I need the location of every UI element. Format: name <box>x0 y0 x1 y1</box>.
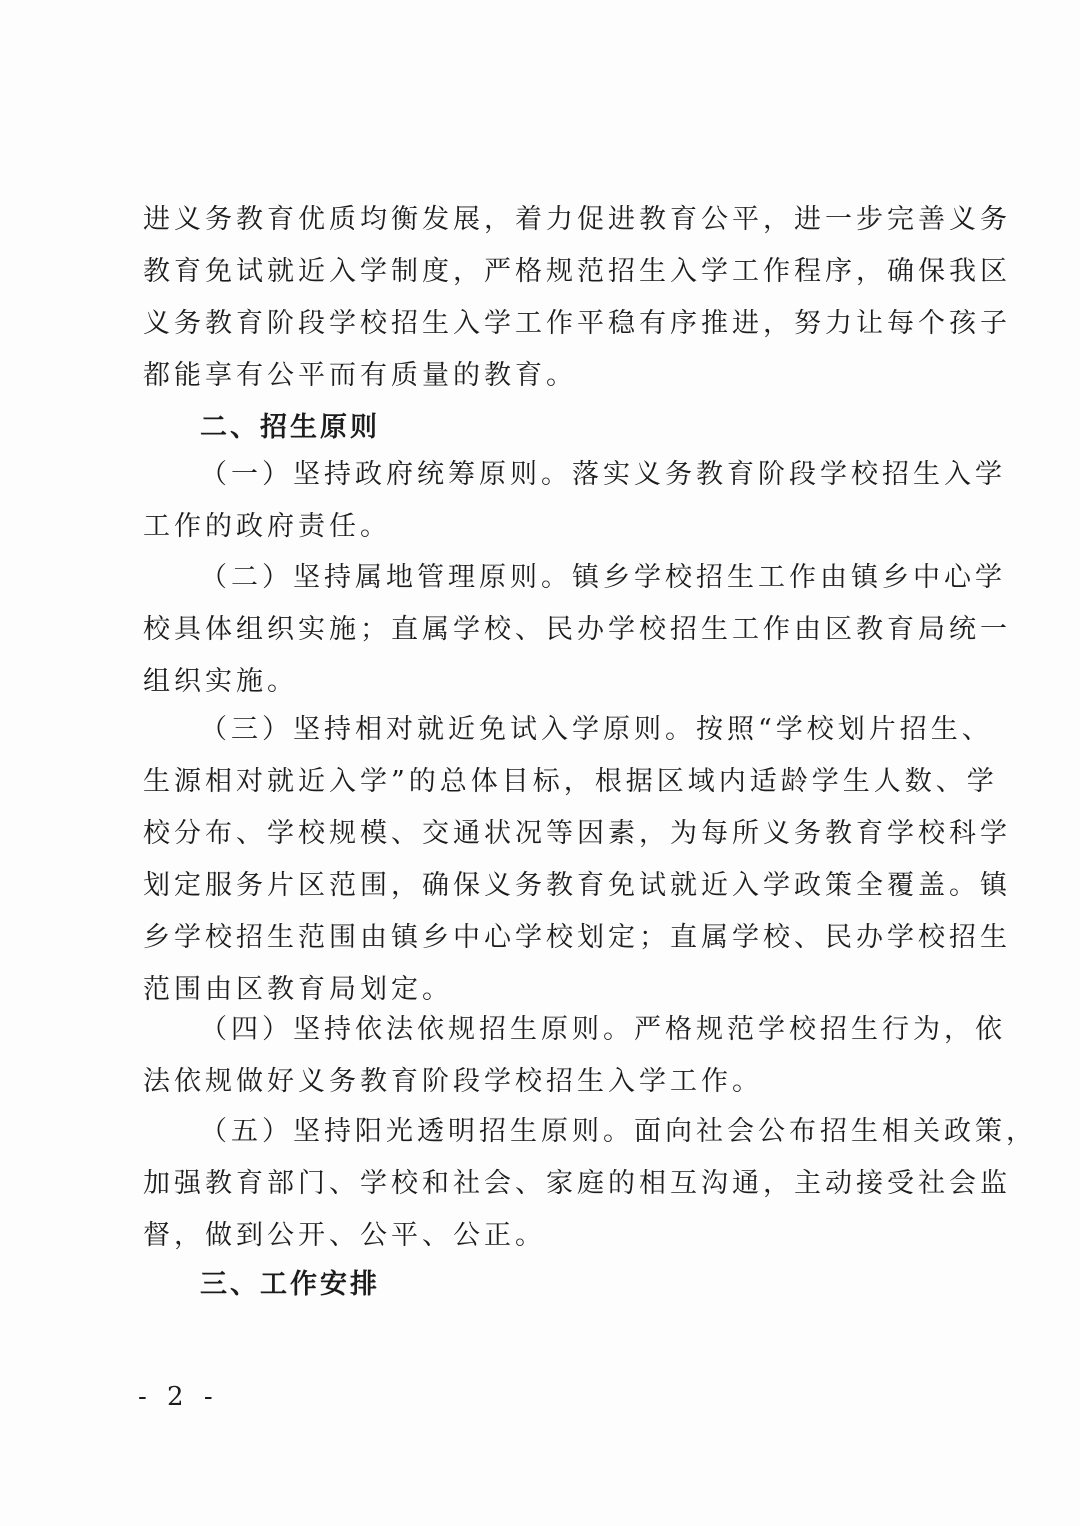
section-heading-3: 三、工作安排 <box>200 1269 380 1300</box>
text-line: （五）坚持阳光透明招生原则。面向社会公布招生相关政策， <box>200 1116 1037 1147</box>
text-line: 督，做到公开、公平、公正。 <box>143 1220 546 1251</box>
page-number: - 2 - <box>138 1382 219 1412</box>
text-line: 组织实施。 <box>143 666 298 697</box>
text-line: 都能享有公平而有质量的教育。 <box>143 360 577 391</box>
section-heading-2: 二、招生原则 <box>200 412 380 443</box>
text-line: 教育免试就近入学制度，严格规范招生入学工作程序，确保我区 <box>143 256 1011 287</box>
text-line: 范围由区教育局划定。 <box>143 974 453 1005</box>
text-line: 加强教育部门、学校和社会、家庭的相互沟通，主动接受社会监 <box>143 1168 1011 1199</box>
text-line: 校分布、学校规模、交通状况等因素，为每所义务教育学校科学 <box>143 818 1011 849</box>
text-line: （四）坚持依法依规招生原则。严格规范学校招生行为，依 <box>200 1014 1006 1045</box>
text-line: （三）坚持相对就近免试入学原则。按照“学校划片招生、 <box>200 714 993 745</box>
text-line: 划定服务片区范围，确保义务教育免试就近入学政策全覆盖。镇 <box>143 870 1011 901</box>
text-line: 乡学校招生范围由镇乡中心学校划定；直属学校、民办学校招生 <box>143 922 1011 953</box>
text-line: 生源相对就近入学”的总体目标，根据区域内适龄学生人数、学 <box>143 766 998 797</box>
text-line: 校具体组织实施；直属学校、民办学校招生工作由区教育局统一 <box>143 614 1011 645</box>
text-line: 义务教育阶段学校招生入学工作平稳有序推进，努力让每个孩子 <box>143 308 1011 339</box>
text-line: 工作的政府责任。 <box>143 511 391 542</box>
text-line: 法依规做好义务教育阶段学校招生入学工作。 <box>143 1066 763 1097</box>
text-line: 进义务教育优质均衡发展，着力促进教育公平，进一步完善义务 <box>143 204 1011 235</box>
text-line: （二）坚持属地管理原则。镇乡学校招生工作由镇乡中心学 <box>200 562 1006 593</box>
text-line: （一）坚持政府统筹原则。落实义务教育阶段学校招生入学 <box>200 459 1006 490</box>
